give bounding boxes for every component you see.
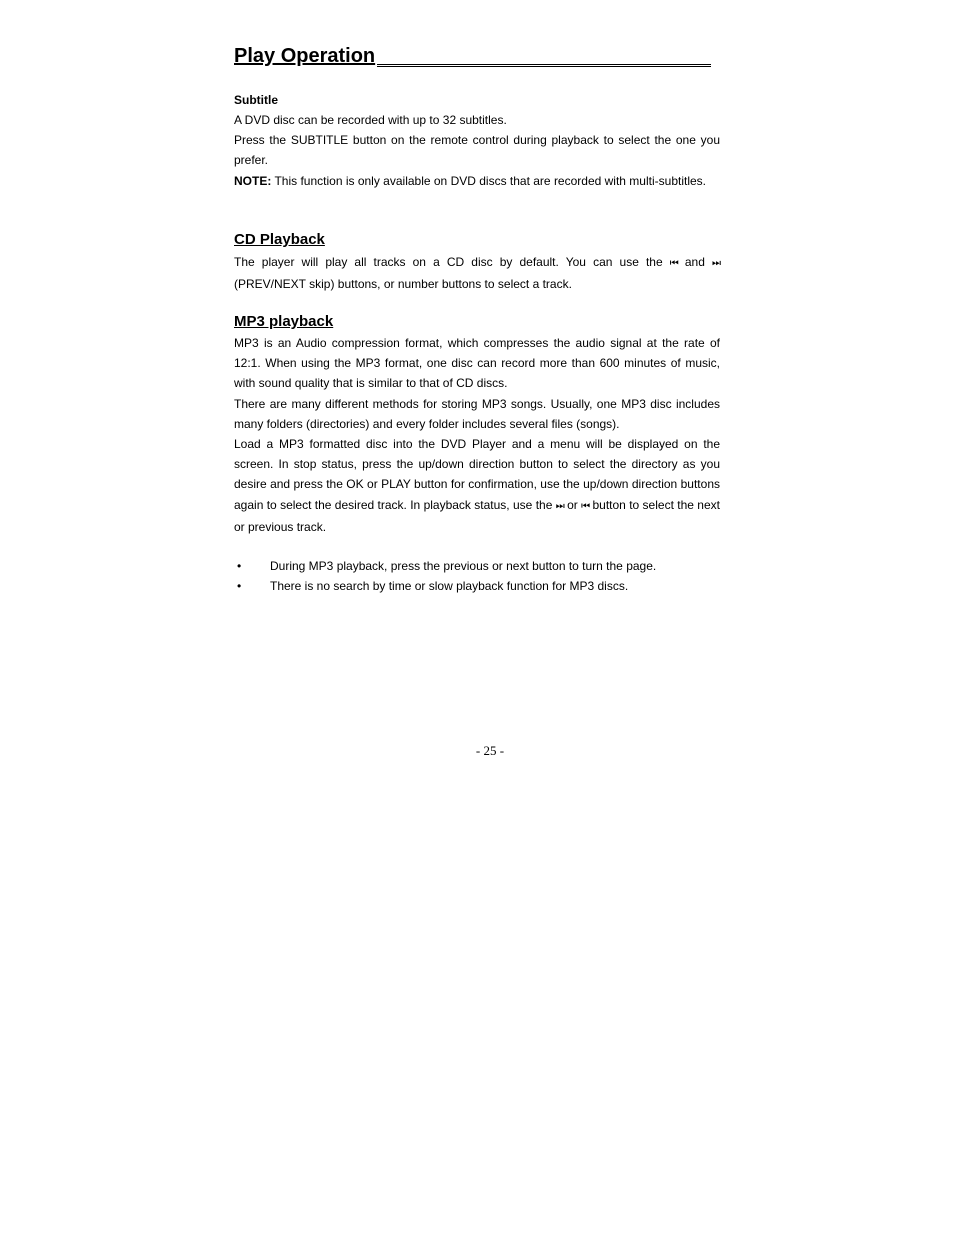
- next-track-icon: ⏭: [555, 500, 564, 512]
- page-number: - 25 -: [475, 743, 505, 758]
- mp3-or: or: [567, 497, 578, 512]
- cd-playback-heading: CD Playback: [234, 231, 325, 248]
- cd-and: and: [684, 255, 705, 269]
- prev-track-icon: ⏮: [581, 500, 590, 512]
- mp3-playback-section: [234, 333, 720, 537]
- bullet-icon: •: [237, 559, 242, 573]
- cd-playback-section: [234, 252, 720, 294]
- cd-playback-text: [234, 252, 720, 294]
- mp3-paragraph-2: There are many different methods for storing MP3 songs. Usually, one MP3 disc includes many folders (directories) and every folder includes several files (songs).: [234, 396, 720, 431]
- subtitle-section: [234, 110, 720, 191]
- note-text: This function is only available on DVD discs that are recorded with multi-subtitles.: [274, 173, 706, 188]
- list-item: [234, 556, 720, 576]
- page-header: [234, 44, 711, 68]
- prev-track-icon: ⏮: [669, 258, 678, 269]
- mp3-playback-heading: MP3 playback: [234, 313, 334, 330]
- page-title: Play Operation: [234, 45, 376, 67]
- mp3-text-after: button to select the next or previous track.: [234, 497, 720, 534]
- next-track-icon: ⏭: [712, 258, 721, 269]
- subtitle-heading: Subtitle: [234, 93, 278, 107]
- subtitle-note: [234, 171, 720, 191]
- list-item-text: There is no search by time or slow playback function for MP3 discs.: [270, 579, 629, 594]
- cd-text-before: The player will play all tracks on a CD disc by default. You can use the: [234, 255, 663, 269]
- cd-text-after: (PREV/NEXT skip) buttons, or number buttons to select a track.: [234, 277, 572, 292]
- note-label: NOTE:: [234, 173, 272, 188]
- bullet-icon: •: [237, 579, 242, 594]
- mp3-paragraph-3: [234, 434, 720, 537]
- subtitle-line-2: Press the SUBTITLE button on the remote control during playback to select the one you prefer.: [234, 133, 720, 168]
- bullet-list: [234, 556, 720, 596]
- mp3-paragraph-1: MP3 is an Audio compression format, which compresses the audio signal at the rate of 12:1. When using the MP3 format, one disc can record more than 600 minutes of music, with sound quality that is similar to that of CD discs.: [234, 336, 720, 391]
- list-item-text: During MP3 playback, press the previous or next button to turn the page.: [270, 559, 657, 573]
- list-item: [234, 576, 720, 596]
- mp3-text-before: Load a MP3 formatted disc into the DVD Player and a menu will be displayed on the screen. In stop status, press the up/down direction button to select the directory as you desire and press the OK or PLAY button for confirmation, use the up/down direction buttons again to select the desired track. In playback status, use the: [234, 437, 720, 512]
- subtitle-line-1: A DVD disc can be recorded with up to 32 subtitles.: [234, 113, 507, 127]
